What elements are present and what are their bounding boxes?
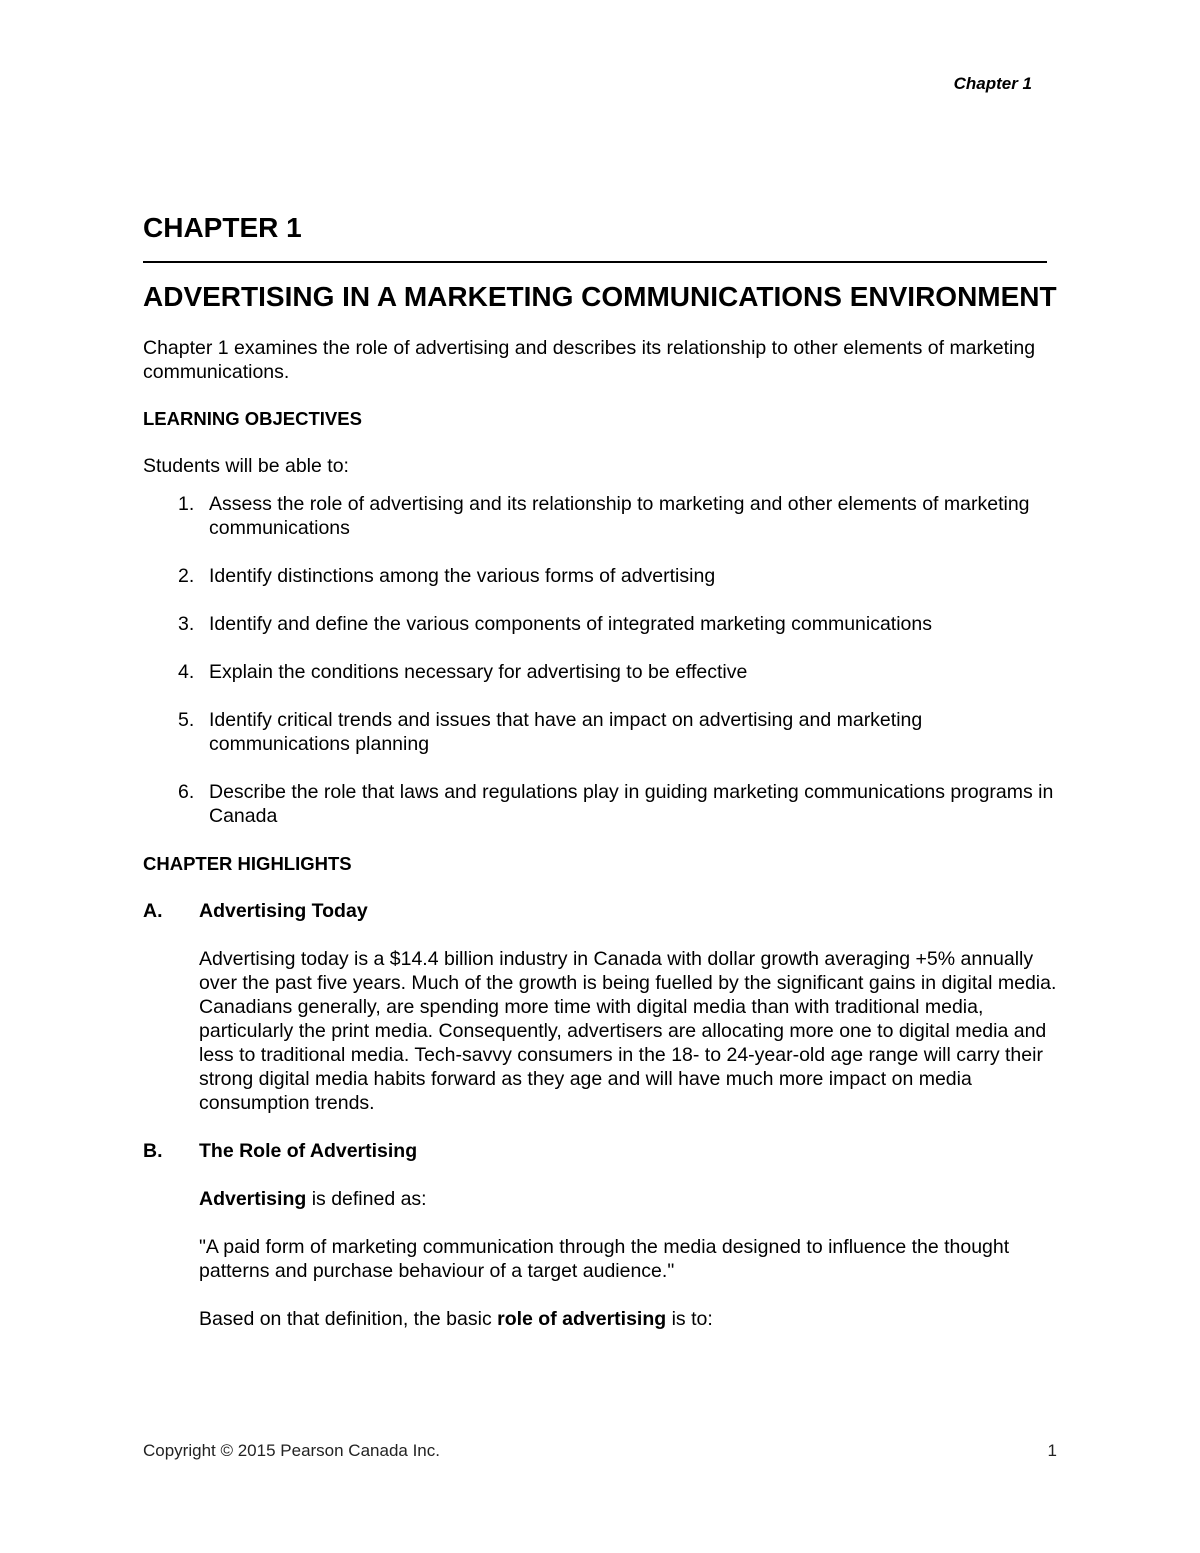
objective-number: 5. bbox=[178, 709, 195, 731]
objective-number: 4. bbox=[178, 661, 195, 683]
role-term: role of advertising bbox=[497, 1308, 667, 1330]
advertising-definition-quote: "A paid form of marketing communication through the media designed to influence the thought patterns and purchase behaviour of a target audience." bbox=[199, 1236, 1010, 1282]
section-b-title: The Role of Advertising bbox=[199, 1140, 418, 1162]
role-of-advertising-line bbox=[143, 1307, 1063, 1331]
title-rule bbox=[143, 261, 1047, 263]
objective-item bbox=[143, 660, 1063, 684]
page-content bbox=[143, 210, 1063, 1355]
role-prefix: Based on that definition, the basic bbox=[199, 1308, 498, 1330]
section-b-heading bbox=[143, 1139, 1063, 1163]
objective-number: 2. bbox=[178, 565, 195, 587]
objective-number: 1. bbox=[178, 493, 195, 515]
section-a-letter: A. bbox=[143, 900, 163, 922]
learning-objectives-heading: LEARNING OBJECTIVES bbox=[143, 408, 362, 429]
objective-text: Explain the conditions necessary for advertising to be effective bbox=[209, 661, 748, 683]
section-a-title: Advertising Today bbox=[199, 900, 368, 922]
page-number: 1 bbox=[1047, 1441, 1057, 1460]
footer-copyright: Copyright © 2015 Pearson Canada Inc. bbox=[143, 1441, 440, 1460]
objective-item bbox=[143, 780, 1063, 828]
chapter-label: CHAPTER 1 bbox=[143, 212, 302, 243]
objective-text: Identify distinctions among the various forms of advertising bbox=[209, 565, 716, 587]
section-a-heading bbox=[143, 899, 1063, 923]
definition-term: Advertising bbox=[199, 1188, 307, 1210]
objective-text: Describe the role that laws and regulations play in guiding marketing communications programs in Canada bbox=[209, 781, 1054, 827]
advertising-definition-line bbox=[143, 1187, 1063, 1211]
objective-item bbox=[143, 612, 1063, 636]
running-header: Chapter 1 bbox=[953, 74, 1032, 93]
chapter-intro: Chapter 1 examines the role of advertising and describes its relationship to other elements of marketing communications. bbox=[143, 337, 1036, 383]
objective-text: Identify and define the various components of integrated marketing communications bbox=[209, 613, 932, 635]
objective-text: Identify critical trends and issues that have an impact on advertising and marketing communications planning bbox=[209, 709, 923, 755]
chapter-highlights-heading: CHAPTER HIGHLIGHTS bbox=[143, 853, 352, 874]
objective-item bbox=[143, 564, 1063, 588]
section-b-letter: B. bbox=[143, 1140, 163, 1162]
objective-number: 6. bbox=[178, 781, 195, 803]
objective-item bbox=[143, 708, 1063, 756]
objective-item bbox=[143, 492, 1063, 540]
definition-rest: is defined as: bbox=[306, 1188, 427, 1210]
section-a-body: Advertising today is a $14.4 billion industry in Canada with dollar growth averaging +5% annually over the past five years. Much of the growth is being fuelled by the significant gains in digital media. Canadians generally, are spending more time with digital media than with traditional media, particularly the print media. Consequently, advertisers are allocating more one to digital media and less to traditional media. Tech-savvy consumers in the 18- to 24-year-old age range will carry their strong digital media habits forward as they age and will have much more impact on media consumption trends. bbox=[199, 948, 1057, 1114]
role-suffix: is to: bbox=[666, 1308, 713, 1330]
chapter-title: ADVERTISING IN A MARKETING COMMUNICATIONS ENVIRONMENT bbox=[143, 281, 1057, 312]
objectives-list bbox=[143, 492, 1063, 828]
objective-number: 3. bbox=[178, 613, 195, 635]
students-line: Students will be able to: bbox=[143, 455, 349, 477]
objective-text: Assess the role of advertising and its relationship to marketing and other elements of marketing communications bbox=[209, 493, 1030, 539]
